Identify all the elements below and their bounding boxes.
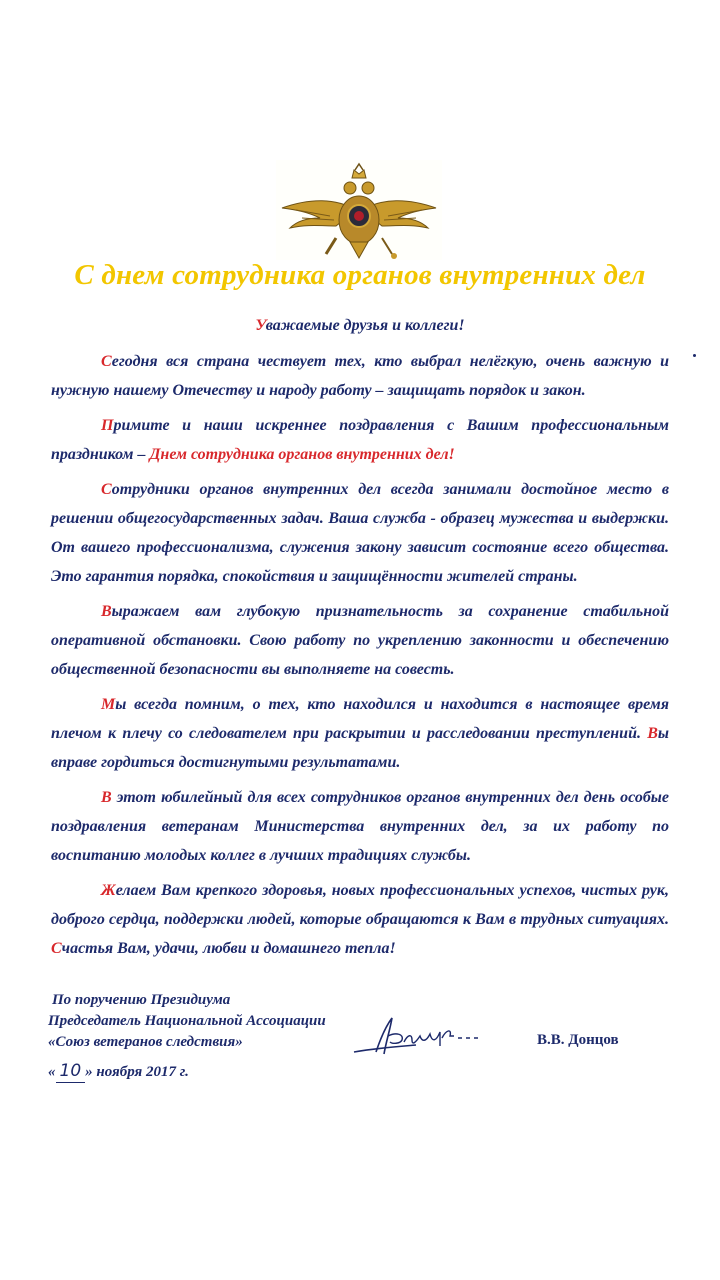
- signature-block: [48, 990, 326, 1083]
- organization-line: «Союз ветеранов следствия»: [48, 1034, 243, 1050]
- paragraph-initial: М: [101, 696, 116, 713]
- date-line: [48, 1061, 326, 1083]
- paragraph-initial: П: [101, 417, 114, 434]
- eagle-emblem-icon: [276, 160, 442, 260]
- paragraph-text: ыражаем вам глубокую признательность за сохранение стабильной оперативной обстановки. Свою работу по укреплению законности и обеспечению общественной безопасности вы выполняете на совесть.: [51, 603, 669, 678]
- paragraph-initial: С: [101, 481, 112, 498]
- paragraph-3: [51, 475, 669, 591]
- paragraph-2: [51, 411, 669, 469]
- handwritten-signature-icon: [346, 1012, 486, 1067]
- letter-body: [51, 347, 669, 969]
- paragraph-text: егодня вся страна чествует тех, кто выбрал нелёгкую, очень важную и нужную нашему Отечеству и народу работу – защищать порядок и закон.: [51, 353, 669, 399]
- paragraph-1: [51, 347, 669, 405]
- paragraph-initial: В: [101, 603, 112, 620]
- greeting-text: важаемые друзья и коллеги!: [265, 317, 465, 334]
- date-day: 10: [56, 1061, 86, 1083]
- paragraph-7: [51, 876, 669, 963]
- paragraph-text: отрудники органов внутренних дел всегда занимали достойное место в решении общегосударственных задач. Ваша служба - образец мужества и выдержки. От вашего профессионализма, служения закону зависит состояние всего общества. Это гарантия порядка, спокойствия и защищённости жителей страны.: [51, 481, 669, 585]
- paragraph-4: [51, 597, 669, 684]
- position-line: Председатель Национальной Ассоциации: [48, 1013, 326, 1029]
- holiday-name: Днем сотрудника органов внутренних дел!: [149, 446, 455, 463]
- paragraph-text: этот юбилейный для всех сотрудников органов внутренних дел день особые поздравления ветеранам Министерства внутренних дел, за их работу по воспитанию молодых коллег в лучших традициях службы.: [51, 789, 669, 864]
- page-title: С днем сотрудника органов внутренних дел: [74, 259, 646, 291]
- sentence-initial: В: [647, 725, 658, 742]
- paragraph-initial: Ж: [101, 882, 116, 899]
- paragraph-text: ы всегда помним, о тех, кто находился и находится в настоящее время плечом к плечу со следователем при раскрытии и расследовании преступлений.: [51, 696, 669, 742]
- ink-speck: [693, 354, 696, 357]
- paragraph-text: ы вправе гордиться достигнутыми результатами.: [51, 725, 669, 771]
- paragraph-text: елаем Вам крепкого здоровья, новых профессиональных успехов, чистых рук, доброго сердца, поддержки людей, которые обращаются к Вам в трудных ситуациях.: [51, 882, 669, 928]
- paragraph-5: [51, 690, 669, 777]
- greeting: [0, 317, 720, 335]
- authority-line: По поручению Президиума: [52, 992, 231, 1008]
- paragraph-initial: В: [101, 789, 112, 806]
- paragraph-text: частья Вам, удачи, любви и домашнего тепла!: [61, 940, 396, 957]
- date-text: » ноября 2017 г.: [85, 1064, 189, 1080]
- paragraph-text: римите и наши искреннее поздравления с Вашим профессиональным праздником –: [51, 417, 669, 463]
- sentence-initial: С: [51, 940, 62, 957]
- paragraph-6: [51, 783, 669, 870]
- signer-name: В.В. Донцов: [537, 1032, 619, 1048]
- greeting-initial: У: [255, 317, 266, 334]
- paragraph-initial: С: [101, 353, 112, 370]
- date-quote: «: [48, 1064, 56, 1080]
